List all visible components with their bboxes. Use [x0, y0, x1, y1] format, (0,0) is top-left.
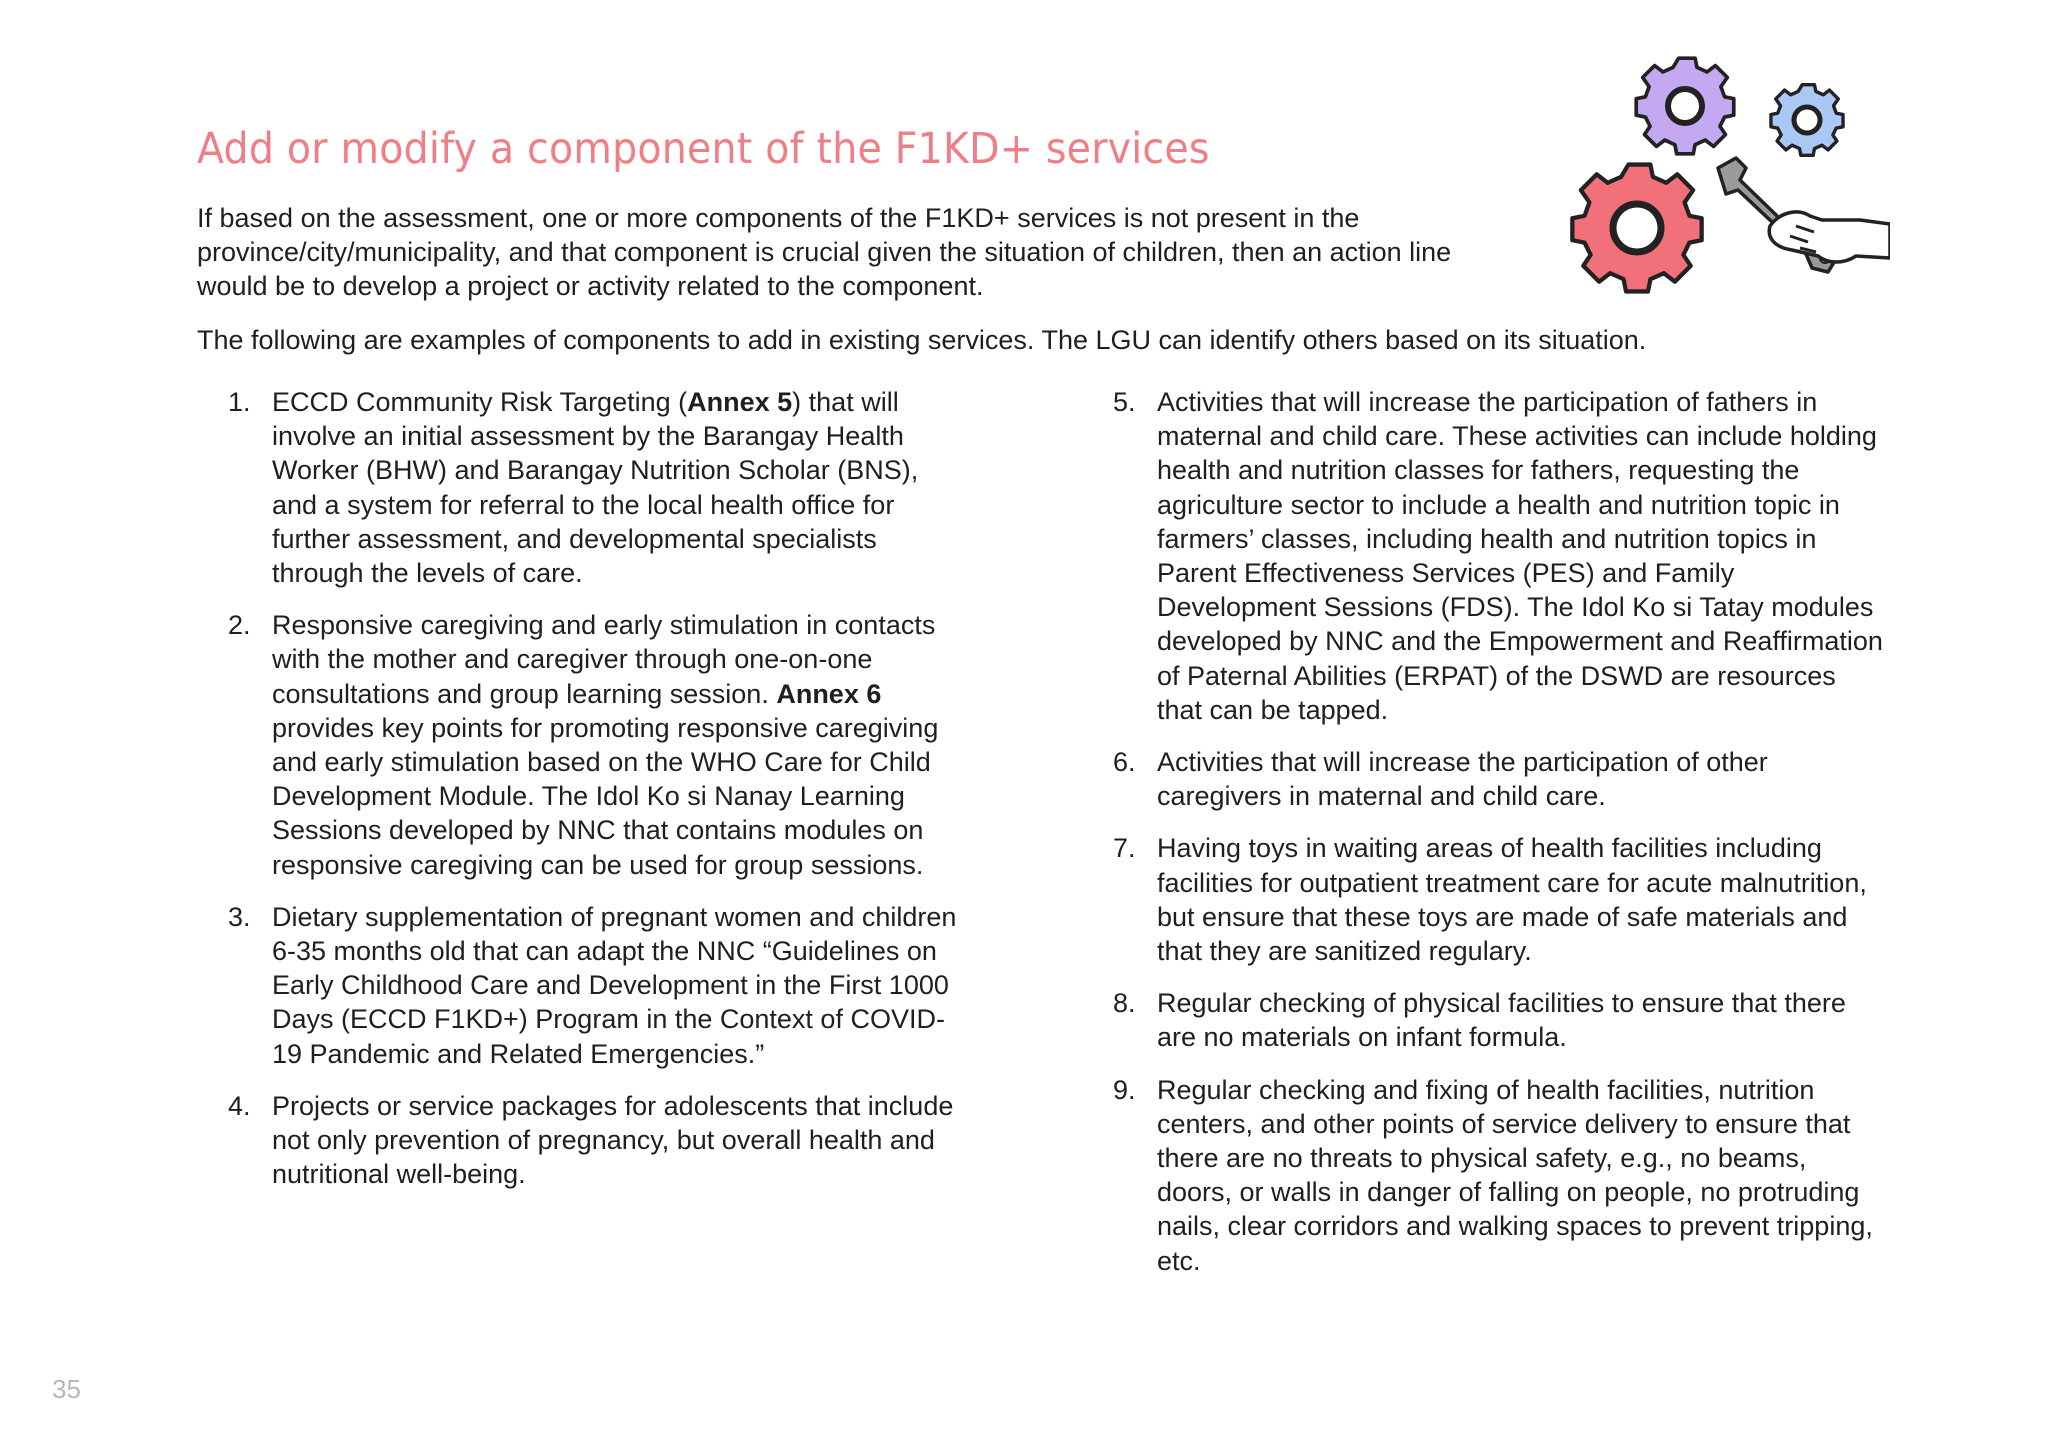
- hand-icon: [1769, 212, 1890, 262]
- red-gear-icon: [1572, 165, 1701, 292]
- component-list-right: [1113, 385, 1883, 1296]
- list-number: 6.: [1113, 747, 1136, 778]
- list-number: 2.: [228, 610, 251, 641]
- item-text: Activities that will increase the participation of other caregivers in maternal and child care.: [1157, 747, 1768, 812]
- item-text: provides key points for promoting responsive caregiving and early stimulation based on the WHO Care for Child Development Module. The Idol Ko si Nanay Learning Sessions developed by NNC that contains modules on responsive caregiving can be used for group sessions.: [272, 712, 939, 880]
- list-item: [1113, 1073, 1883, 1278]
- list-item: [1113, 986, 1883, 1054]
- item-text: ) that will involve an initial assessment by the Barangay Health Worker (BHW) and Barangay Nutrition Scholar (BNS), and a system for referral to the local health office for further assessment, and developmental specialists through the levels of care.: [272, 387, 919, 589]
- list-number: 1.: [228, 387, 251, 417]
- list-number: 8.: [1113, 988, 1136, 1019]
- list-number: 4.: [228, 1090, 251, 1121]
- lead-paragraph: The following are examples of components to add in existing services. The LGU can identify others based on its situation.: [197, 325, 1647, 355]
- list-item: [1113, 745, 1883, 813]
- component-list-left: [228, 385, 968, 1209]
- item-text: Regular checking and fixing of health facilities, nutrition centers, and other points of service delivery to ensure that there are no threats to physical safety, e.g., no beams, doors, or walls in danger of falling on people, no protruding nails, clear corridors and walking spaces to prevent tripping, etc.: [1157, 1074, 1873, 1276]
- intro-paragraph: If based on the assessment, one or more components of the F1KD+ services is not present in the province/city/municipality, and that component is crucial given the situation of children, then an action line would be to develop a project or activity related to the component.: [197, 203, 1452, 301]
- blue-gear-icon: [1771, 85, 1843, 156]
- list-item: [228, 385, 968, 590]
- page-title: Add or modify a component of the F1KD+ services: [197, 124, 1210, 174]
- list-item: [228, 1089, 968, 1192]
- list-number: 9.: [1113, 1074, 1136, 1105]
- page-number: 35: [52, 1374, 81, 1404]
- item-text: Regular checking of physical facilities to ensure that there are no materials on infant formula.: [1157, 988, 1846, 1053]
- item-text: Responsive caregiving and early stimulation in contacts with the mother and caregiver through one-on-one consultations and group learning session.: [272, 610, 936, 709]
- list-item: [1113, 831, 1883, 968]
- list-item: [228, 608, 968, 882]
- list-number: 5.: [1113, 387, 1136, 417]
- list-item: [228, 900, 968, 1071]
- annex-reference: Annex 6: [776, 678, 882, 709]
- list-item: [1113, 385, 1883, 727]
- annex-reference: Annex 5: [687, 387, 793, 417]
- item-text: Having toys in waiting areas of health facilities including facilities for outpatient treatment care for acute malnutrition, but ensure that these toys are made of safe materials and that they are sanitized regulary.: [1157, 833, 1867, 967]
- item-text: Activities that will increase the participation of fathers in maternal and child care. These activities can include holding health and nutrition classes for fathers, requesting the agriculture sector to include a health and nutrition topic in farmers’ classes, including health and nutrition topics in Parent Effectiveness Services (PES) and Family Development Sessions (FDS). The Idol Ko si Tatay modules developed by NNC and the Empowerment and Reaffirmation of Paternal Abilities (ERPAT) of the DSWD are resources that can be tapped.: [1157, 387, 1883, 725]
- purple-gear-icon: [1636, 58, 1734, 154]
- item-text: Dietary supplementation of pregnant women and children 6-35 months old that can adapt the NNC “Guidelines on Early Childhood Care and Development in the First 1000 Days (ECCD F1KD+) Program in the Context of COVID-19 Pandemic and Related Emergencies.”: [272, 901, 957, 1069]
- list-number: 3.: [228, 901, 251, 932]
- item-text: Projects or service packages for adolescents that include not only prevention of pregnancy, but overall health and nutritional well-being.: [272, 1090, 954, 1190]
- gears-wrench-illustration: [1560, 50, 1890, 310]
- list-number: 7.: [1113, 833, 1136, 864]
- item-text: ECCD Community Risk Targeting (: [272, 387, 688, 417]
